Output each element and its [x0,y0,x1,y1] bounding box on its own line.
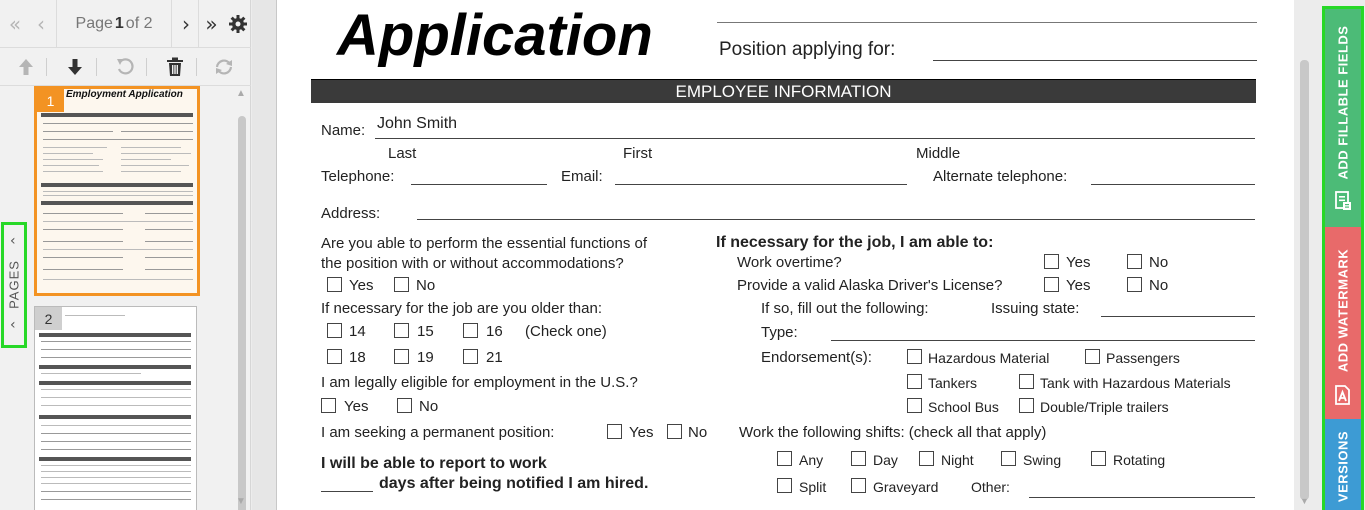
eligible-yes-label: Yes [344,398,369,415]
first-name-caption: First [623,145,653,162]
shift-rotating-checkbox[interactable] [1091,451,1106,466]
prev-page-button[interactable]: ‹ [37,12,45,36]
first-page-button[interactable]: « [8,12,22,36]
versions-tab[interactable] [1325,419,1361,510]
last-page-button[interactable]: » [198,0,224,48]
age-16-label: 16 [486,323,503,340]
shift-graveyard-label: Graveyard [873,479,939,495]
shift-graveyard-checkbox[interactable] [851,478,866,493]
address-field[interactable] [417,219,1255,220]
endorsement-label: Endorsement(s): [761,349,872,366]
shift-day-checkbox[interactable] [851,451,866,466]
move-down-icon [67,58,83,76]
age-14-checkbox[interactable] [327,323,342,338]
alt-telephone-field[interactable] [1091,184,1255,185]
scroll-down-arrow[interactable]: ▼ [1300,496,1309,506]
add-fillable-fields-label: ADD FILLABLE FIELDS [1335,25,1351,180]
endorsement-school-bus-checkbox[interactable] [907,398,922,413]
overtime-no-checkbox[interactable] [1127,254,1142,269]
endorsement-tankers-checkbox[interactable] [907,374,922,389]
age-18-checkbox[interactable] [327,349,342,364]
essential-yes-checkbox[interactable] [327,277,342,292]
license-question: Provide a valid Alaska Driver's License? [737,277,1003,294]
versions-label: VERSIONS [1335,430,1351,503]
page-thumbnail-1[interactable] [34,86,200,296]
page-number-2: 2 [35,307,62,330]
rotate-right-button[interactable] [208,52,240,82]
document-scrollbar[interactable] [1294,0,1316,510]
shift-split-label: Split [799,479,827,495]
section-header-text: EMPLOYEE INFORMATION [675,82,892,101]
move-page-down-button[interactable] [59,52,91,82]
age-19-label: 19 [417,349,434,366]
position-field[interactable] [933,60,1257,61]
shift-night-checkbox[interactable] [919,451,934,466]
older-question: If necessary for the job are you older than: [321,300,602,317]
pages-tab-label: PAGES [6,260,22,309]
middle-name-caption: Middle [916,145,961,162]
shift-split-checkbox[interactable] [777,478,792,493]
email-field[interactable] [615,184,907,185]
overtime-yes-label: Yes [1066,254,1091,271]
shift-night-label: Night [941,452,974,468]
right-side-tabs [1322,6,1364,510]
eligible-no-checkbox[interactable] [397,398,412,413]
overtime-no-label: No [1149,254,1169,271]
add-fillable-fields-tab[interactable] [1325,9,1361,227]
document-page [276,0,1294,510]
position-label: Position applying for: [719,39,896,60]
page-number-1: 1 [37,89,64,112]
essential-question-line1: Are you able to perform the essential functions of [321,235,648,252]
endorsement-passengers-label: Passengers [1106,350,1180,366]
rotate-page-button[interactable] [109,52,141,82]
shifts-question: Work the following shifts: (check all that apply) [739,424,1047,441]
fill-out-instruction: If so, fill out the following: [761,300,929,317]
page-tools [0,48,251,86]
eligible-yes-checkbox[interactable] [321,398,336,413]
license-no-checkbox[interactable] [1127,277,1142,292]
issuing-state-field[interactable] [1101,316,1255,317]
chevron-left-icon: ‹ [10,233,16,249]
page-navigation [0,0,251,48]
permanent-no-label: No [688,424,708,441]
license-yes-checkbox[interactable] [1044,277,1059,292]
other-shift-field[interactable] [1029,497,1255,498]
endorsement-hazardous-checkbox[interactable] [907,349,922,364]
rotate-icon [116,58,134,76]
last-name-caption: Last [388,145,417,162]
alt-telephone-label: Alternate telephone: [933,168,1068,185]
age-14-label: 14 [349,323,366,340]
section-header [311,79,1256,103]
page-thumbnail-2[interactable] [34,306,197,510]
overtime-yes-checkbox[interactable] [1044,254,1059,269]
permanent-no-checkbox[interactable] [667,424,682,439]
page-total: of 2 [125,15,153,32]
endorsement-double-triple-label: Double/Triple trailers [1040,399,1169,415]
endorsement-tankers-label: Tankers [928,375,978,391]
age-15-label: 15 [417,323,434,340]
shift-swing-checkbox[interactable] [1001,451,1016,466]
add-watermark-tab[interactable] [1325,227,1361,419]
age-18-label: 18 [349,349,366,366]
form-title: Application [337,3,653,68]
report-line2: days after being notified I am hired. [379,475,649,492]
telephone-field[interactable] [411,184,547,185]
rotate-right-icon [214,58,234,76]
eligible-no-label: No [419,398,439,415]
add-watermark-label: ADD WATERMARK [1335,248,1351,373]
pages-panel-toggle[interactable] [1,222,27,348]
move-up-icon [18,58,34,76]
essential-yes-label: Yes [349,277,374,294]
trash-icon [166,57,184,77]
endorsement-double-triple-checkbox[interactable] [1019,398,1034,413]
current-page[interactable]: 1 [114,15,124,32]
chevron-left-icon: ‹ [10,317,16,333]
endorsement-tank-hazmat-label: Tank with Hazardous Materials [1040,375,1231,391]
name-field[interactable] [375,138,1255,139]
license-yes-label: Yes [1066,277,1091,294]
telephone-label: Telephone: [321,168,395,185]
type-label: Type: [761,324,798,341]
page-prefix: Page [75,15,113,32]
gear-icon [228,14,248,34]
essential-question-line2: the position with or without accommodations? [321,255,624,272]
thumbnail-title: Employment Application [66,89,183,100]
shift-rotating-label: Rotating [1113,452,1166,468]
type-field[interactable] [831,340,1255,341]
thumbnail-panel [0,0,251,510]
shift-swing-label: Swing [1023,452,1062,468]
thumbnail-scrollbar[interactable] [234,88,250,510]
age-21-label: 21 [486,349,503,366]
endorsement-tank-hazmat-checkbox[interactable] [1019,374,1034,389]
shift-any-label: Any [799,452,824,468]
email-label: Email: [561,168,603,185]
essential-no-checkbox[interactable] [394,277,409,292]
shift-day-label: Day [873,452,898,468]
other-shift-label: Other: [971,479,1010,495]
age-21-checkbox[interactable] [463,349,478,364]
endorsement-passengers-checkbox[interactable] [1085,349,1100,364]
eligible-question: I am legally eligible for employment in the U.S.? [321,374,638,391]
check-one-note: (Check one) [525,323,607,340]
move-page-up-button[interactable] [10,52,42,82]
essential-no-label: No [416,277,436,294]
name-value[interactable]: John Smith [377,115,458,132]
age-15-checkbox[interactable] [394,323,409,338]
settings-button[interactable] [225,0,251,48]
report-days-field[interactable] [321,491,373,492]
name-label: Name: [321,122,366,139]
scroll-up-arrow[interactable]: ▲ [236,88,246,99]
age-16-checkbox[interactable] [463,323,478,338]
delete-page-button[interactable] [159,52,191,82]
overtime-question: Work overtime? [737,254,842,271]
address-label: Address: [321,205,381,222]
license-no-label: No [1149,277,1169,294]
permanent-yes-checkbox[interactable] [607,424,622,439]
endorsement-school-bus-label: School Bus [928,399,999,415]
issuing-state-label: Issuing state: [991,300,1080,317]
next-page-button[interactable]: › [182,12,190,36]
permanent-question: I am seeking a permanent position: [321,424,555,441]
fillable-fields-icon [1334,191,1352,211]
shift-any-checkbox[interactable] [777,451,792,466]
report-line1: I will be able to report to work [321,455,547,472]
able-heading: If necessary for the job, I am able to: [716,234,994,251]
permanent-yes-label: Yes [629,424,654,441]
scroll-down-arrow[interactable]: ▼ [236,496,246,507]
page-indicator [56,0,172,48]
endorsement-hazardous-label: Hazardous Material [928,350,1050,366]
age-19-checkbox[interactable] [394,349,409,364]
watermark-icon [1334,385,1352,405]
